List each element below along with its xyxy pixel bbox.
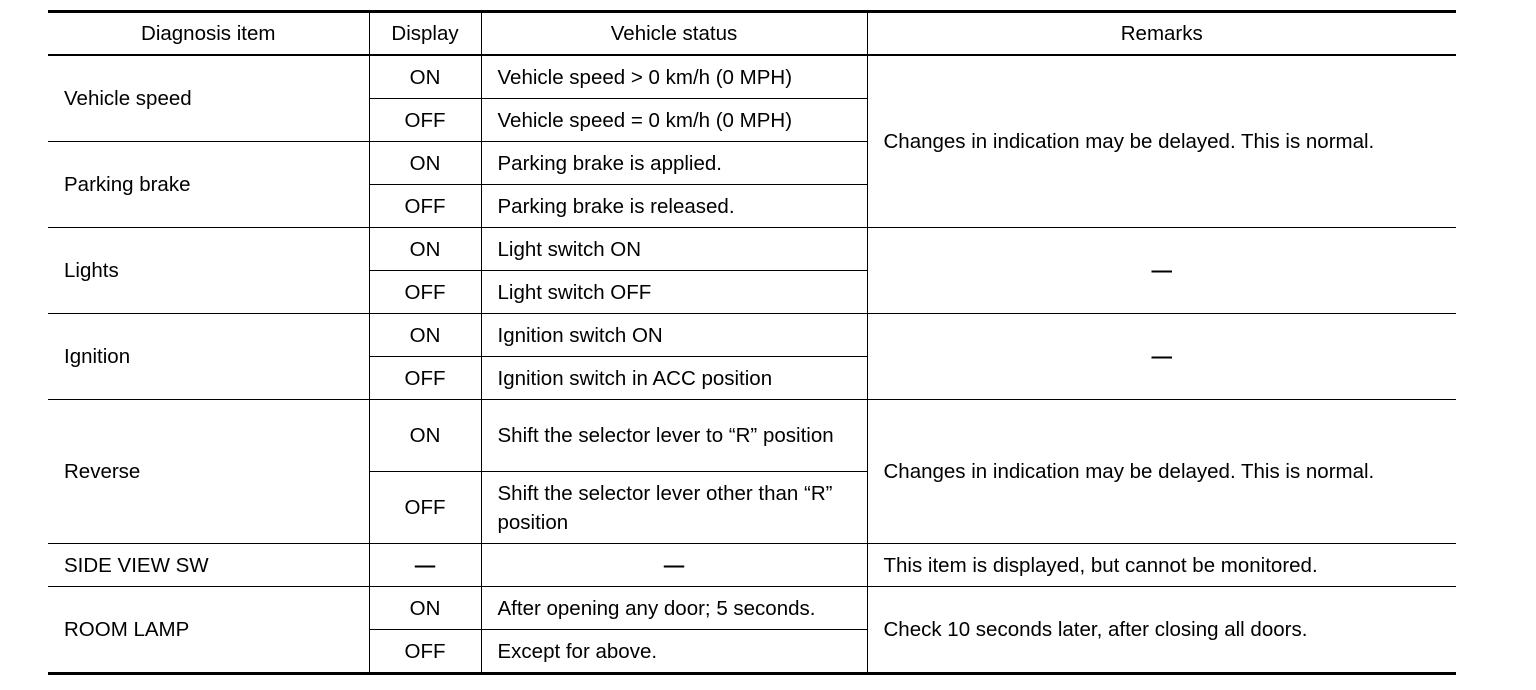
display-cell: OFF — [369, 185, 481, 228]
header-row — [48, 12, 1456, 56]
remark-reverse: Changes in indication may be delayed. This is normal. — [867, 400, 1456, 544]
status-cell: Vehicle speed > 0 km/h (0 MPH) — [481, 55, 867, 99]
table-row — [48, 228, 1456, 271]
display-cell: — — [369, 544, 481, 587]
status-cell: Shift the selector lever to “R” position — [481, 400, 867, 472]
display-cell: ON — [369, 55, 481, 99]
status-cell: Shift the selector lever other than “R” position — [481, 472, 867, 544]
status-cell: After opening any door; 5 seconds. — [481, 587, 867, 630]
remark-lights: — — [867, 228, 1456, 314]
item-ignition: Ignition — [48, 314, 369, 400]
display-cell: ON — [369, 314, 481, 357]
status-cell: Light switch ON — [481, 228, 867, 271]
item-parking-brake: Parking brake — [48, 142, 369, 228]
display-cell: ON — [369, 400, 481, 472]
remark-room-lamp: Check 10 seconds later, after closing all doors. — [867, 587, 1456, 674]
status-cell: Ignition switch in ACC position — [481, 357, 867, 400]
display-cell: OFF — [369, 99, 481, 142]
display-cell: ON — [369, 587, 481, 630]
display-cell: OFF — [369, 630, 481, 674]
table-row — [48, 55, 1456, 99]
header-remarks: Remarks — [867, 12, 1456, 56]
status-cell: Light switch OFF — [481, 271, 867, 314]
header-display: Display — [369, 12, 481, 56]
header-diagnosis-item: Diagnosis item — [48, 12, 369, 56]
status-cell: Parking brake is applied. — [481, 142, 867, 185]
header-vehicle-status: Vehicle status — [481, 12, 867, 56]
table-header — [48, 12, 1456, 56]
remark-speed-brake: Changes in indication may be delayed. This is normal. — [867, 55, 1456, 228]
item-lights: Lights — [48, 228, 369, 314]
status-cell: — — [481, 544, 867, 587]
remark-side-view: This item is displayed, but cannot be monitored. — [867, 544, 1456, 587]
item-reverse: Reverse — [48, 400, 369, 544]
table-row — [48, 544, 1456, 587]
remark-ignition: — — [867, 314, 1456, 400]
display-cell: ON — [369, 228, 481, 271]
item-side-view-sw: SIDE VIEW SW — [48, 544, 369, 587]
status-cell: Parking brake is released. — [481, 185, 867, 228]
table-row — [48, 400, 1456, 472]
display-cell: OFF — [369, 271, 481, 314]
status-cell: Vehicle speed = 0 km/h (0 MPH) — [481, 99, 867, 142]
table-body — [48, 55, 1456, 674]
display-cell: ON — [369, 142, 481, 185]
table-row — [48, 587, 1456, 630]
item-room-lamp: ROOM LAMP — [48, 587, 369, 674]
display-cell: OFF — [369, 357, 481, 400]
status-cell: Ignition switch ON — [481, 314, 867, 357]
status-cell: Except for above. — [481, 630, 867, 674]
display-cell: OFF — [369, 472, 481, 544]
diagnosis-table — [48, 10, 1456, 675]
item-vehicle-speed: Vehicle speed — [48, 55, 369, 142]
table-row — [48, 314, 1456, 357]
